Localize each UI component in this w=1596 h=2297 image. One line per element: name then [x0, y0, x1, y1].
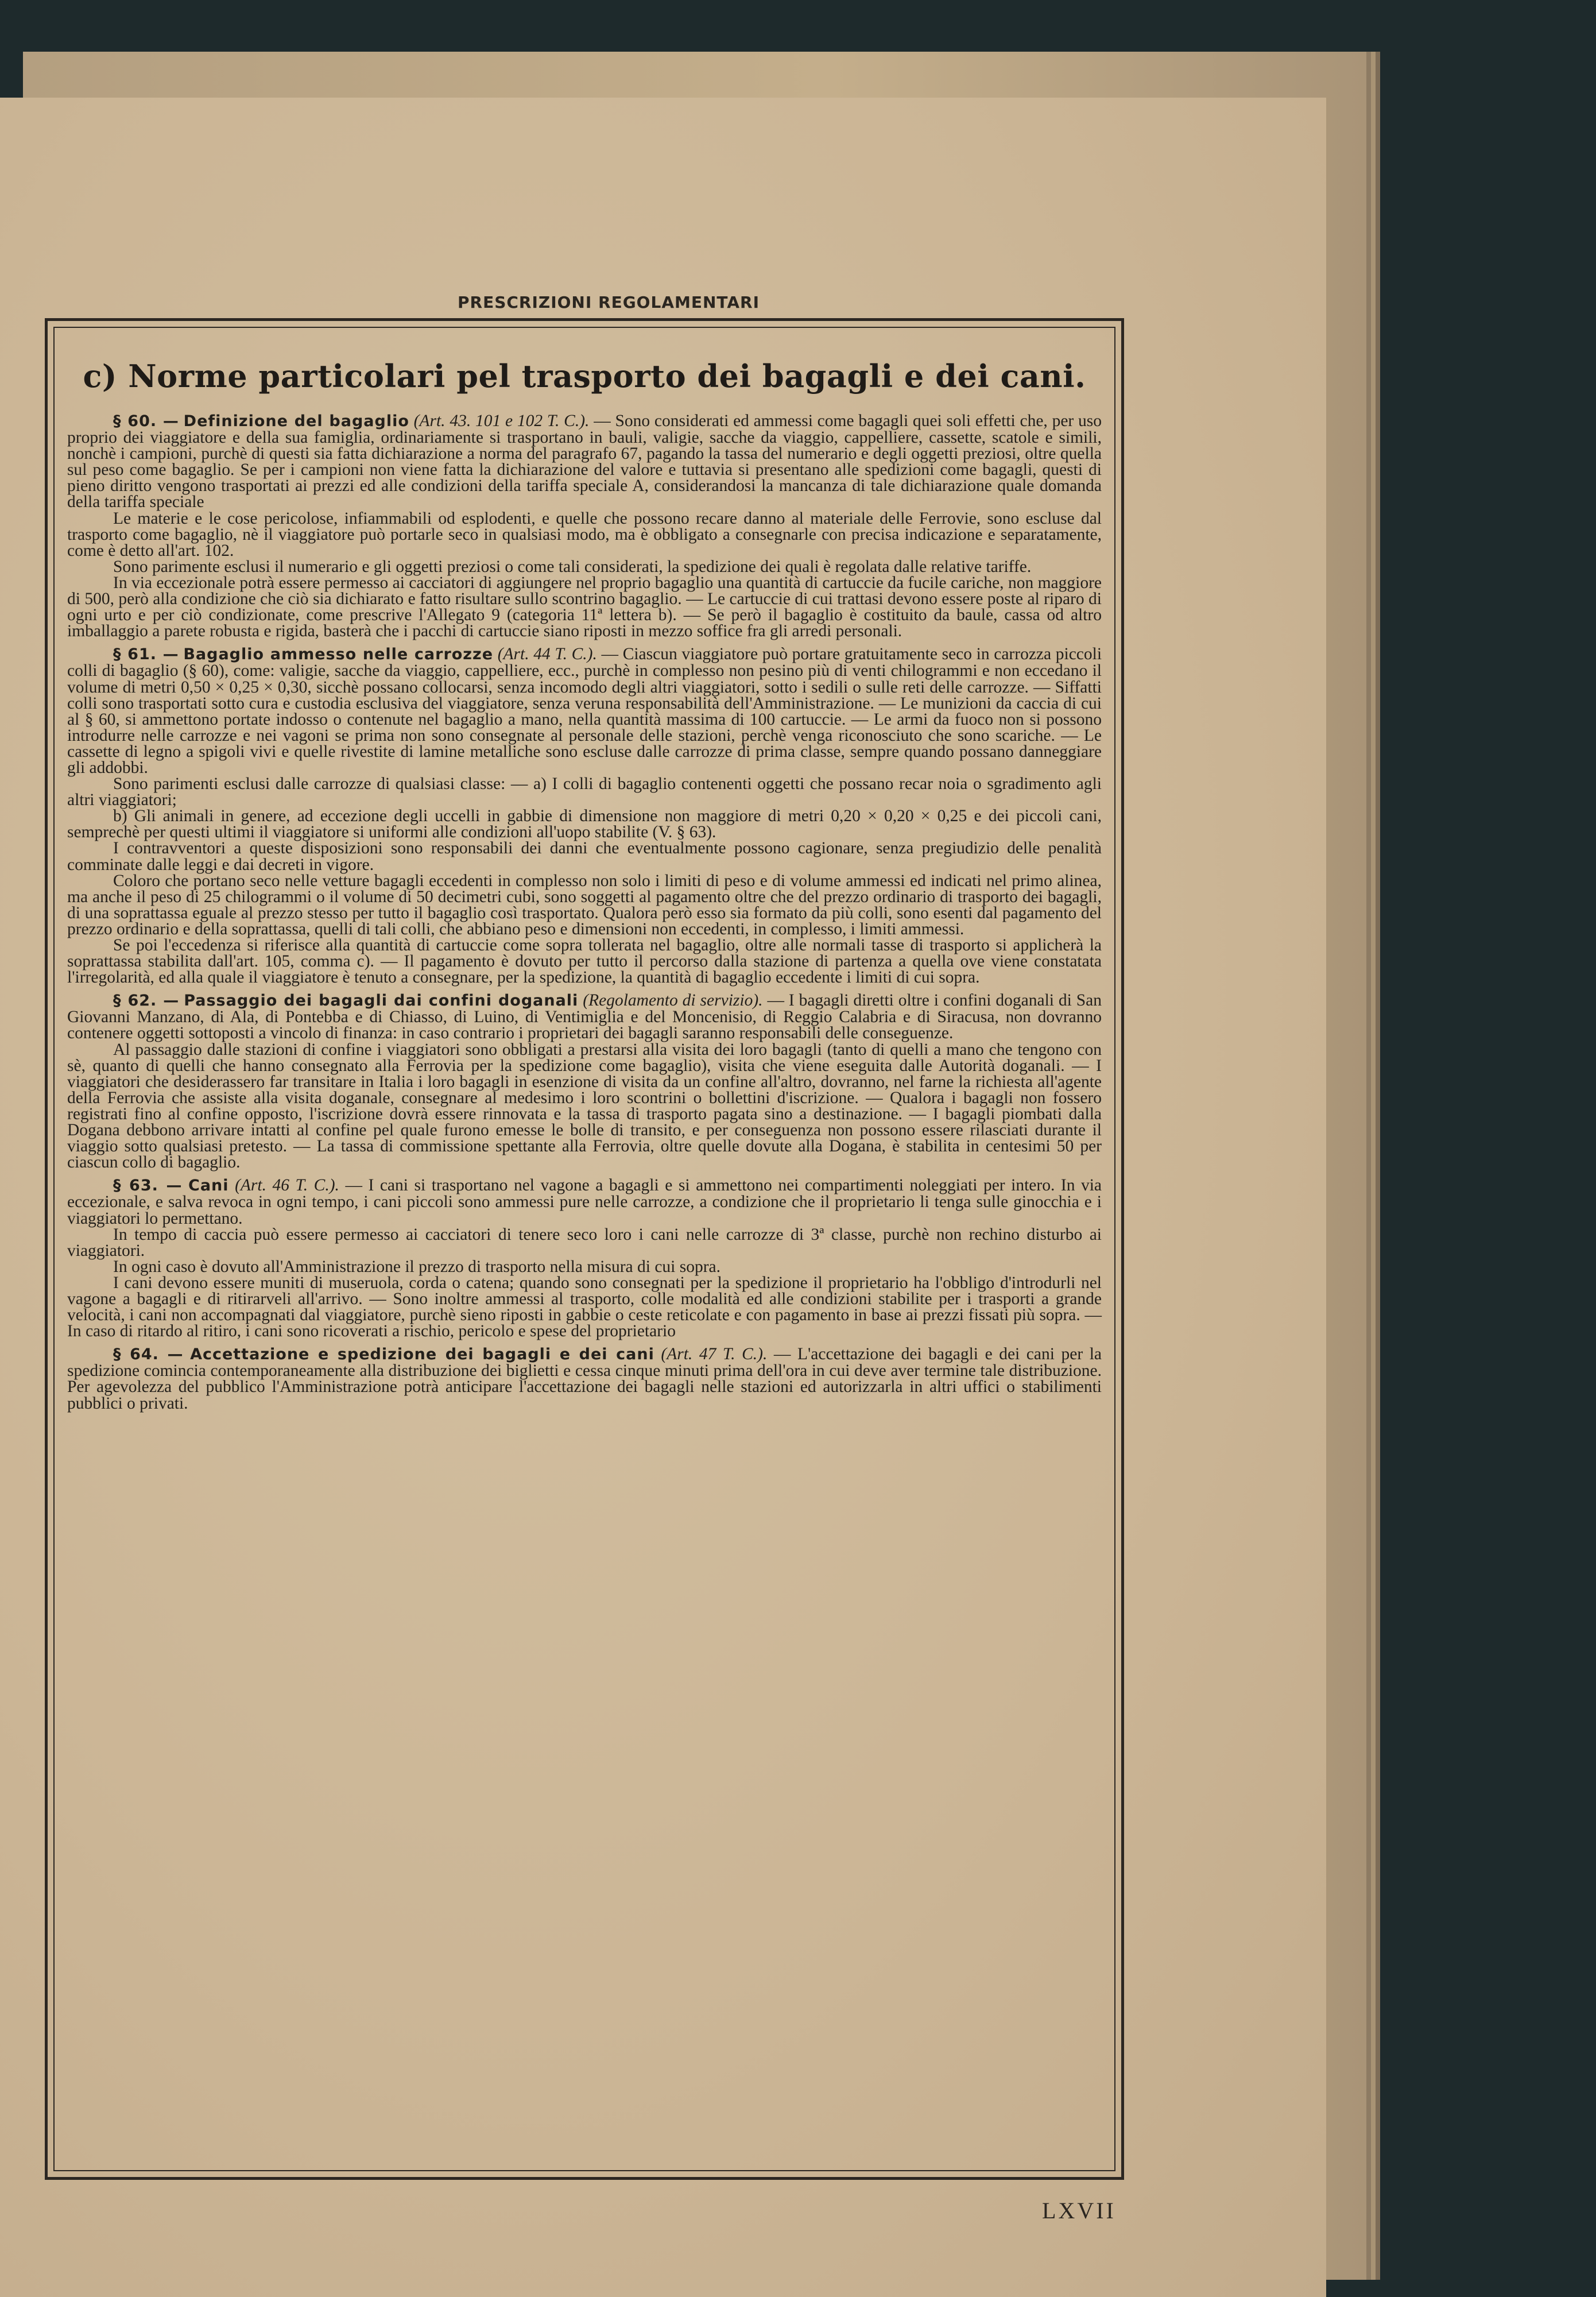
- text-frame: [45, 318, 1124, 2180]
- body-text: [67, 413, 1102, 1412]
- article-text: — Ciascun viaggiatore può portare gratuitamente seco in carrozza piccoli colli di bagaglio (§ 60), come: valigie, sacche da viaggio, cappelliere, ecc., purchè in complesso non pesino più di venti chilogrammi e non eccedano il volume di metri 0,50 × 0,25 × 0,30, sicchè possano collocarsi, senza incomodo degli altri viaggiatori, sotto i sedili o sulle reti delle carrozze. — Siffatti colli sono trasportati sotto cura e custodia esclusiva del viaggiatore, senza veruna responsabilità dell'Amministrazione. — Le munizioni da caccia di cui al § 60, si ammettono portate indosso o contenute nel bagaglio a mano, nella quantità massima di 100 cartuccie. — Le armi da fuoco non si possono introdurre nelle carrozze e nei vagoni se prima non sono consegnate al personale delle stazioni, perchè venga riconosciuto che sono scariche. — Le cassette di legno a spigoli vivi e quelle rivestite di lamine metalliche sono escluse dalle carrozze di prima classe, sempre quando possano danneggiare gli addobbi.: [67, 645, 1102, 777]
- body-paragraph: Le materie e le cose pericolose, infiammabili od esplodenti, e quelle che possono recare danno al materiale delle Ferrovie, sono escluse dal trasporto come bagaglio, nè il viaggiatore può portarle seco in qualsiasi modo, ma è obbligato a consegnarle con precisa indicazione e separatamente, come è detto all'art. 102.: [67, 509, 1102, 560]
- section-title: c) Norme particolari pel trasporto dei bagagli e dei cani.: [83, 358, 1086, 395]
- article-heading: Cani: [188, 1177, 229, 1195]
- article-paragraph: [67, 1177, 1102, 1226]
- article-reference: (Art. 47 T. C.).: [661, 1345, 768, 1364]
- article-number: § 62. —: [113, 992, 180, 1010]
- page-number: LXVII: [1042, 2198, 1116, 2223]
- article-heading: Accettazione e spedizione dei bagagli e dei cani: [190, 1345, 654, 1364]
- article-reference: (Art. 44 T. C.).: [497, 645, 597, 664]
- article-reference: (Art. 43. 101 e 102 T. C.).: [413, 412, 590, 430]
- article-text: — L'accettazione dei bagagli e dei cani per la spedizione comincia contemporaneamente alla distribuzione dei biglietti e cessa cinque minuti prima dell'ora in cui deve aver termine tale distribuzione. Per agevolezza del pubblico l'Amministrazione potrà anticipare l'accettazione dei bagagli nelle stazioni ed autorizzarla in altri uffici o stabilimenti pubblici o privati.: [67, 1345, 1102, 1413]
- page-leaf: [0, 98, 1326, 2297]
- text-frame-inner: [53, 327, 1115, 2171]
- article-reference: (Art. 46 T. C.).: [235, 1176, 339, 1195]
- article-number: § 61. —: [113, 645, 179, 664]
- article-text: — I bagagli diretti oltre i confini doganali di San Giovanni Manzano, di Ala, di Pontebba e di Chiasso, di Luino, di Ventimiglia e del Moncenisio, di Reggio Calabria e di Siracusa, non dovranno contenere oggetti sottoposti a vincolo di finanza: in caso contrario i proprietari dei bagagli saranno responsabili delle conseguenze.: [67, 991, 1102, 1043]
- body-paragraph: In via eccezionale potrà essere permesso ai cacciatori di aggiungere nel proprio bagaglio una quantità di cartuccie da fucile cariche, non maggiore di 500, però alla condizione che ciò sia dichiarato e fatto risultare sullo scontrino bagaglio. — Le cartuccie di cui trattasi devono essere poste al riparo di ogni urto e per ciò condizionate, come prescrive l'Allegato 9 (categoria 11ª lettera b). — Se però il bagaglio è costituito da baule, cassa od altro imballaggio a parete robusta e rigida, basterà che i pacchi di cartuccie siano riposti in mezzo soffice fra gli arredi personali.: [67, 573, 1102, 641]
- article-number: § 64. —: [113, 1345, 184, 1364]
- body-paragraph: Sono parimenti esclusi dalle carrozze di qualsiasi classe: — a) I colli di bagaglio contenenti oggetti che possano recar noia o sgradimento agli altri viaggiatori;: [67, 775, 1102, 810]
- article-heading: Bagaglio ammesso nelle carrozze: [183, 645, 494, 664]
- article-paragraph: [67, 646, 1102, 776]
- body-paragraph: I contravventori a queste disposizioni sono responsabili dei danni che eventualmente possono cagionare, senza pregiudizio delle penalità comminate dalle leggi e dai decreti in vigore.: [67, 839, 1102, 874]
- body-paragraph: Al passaggio dalle stazioni di confine i viaggiatori sono obbligati a prestarsi alla visita dei loro bagagli (tanto di quelli a mano che tengono con sè, quanto di quelli che hanno consegnato alla Ferrovia per la spedizione come bagaglio), visita che viene eseguita dalle Autorità doganali. — I viaggiatori che desiderassero far transitare in Italia i loro bagagli in esenzione di visita da un confine all'altro, dovranno, nel farne la richiesta all'agente della Ferrovia che assiste alla visita doganale, consegnare al medesimo i loro scontrini o bollettini d'iscrizione. — Qualora i bagagli non fossero registrati fino al confine opposto, l'iscrizione dovrà essere rinnovata e la tassa di trasporto pagata sino a destinazione. — I bagagli piombati dalla Dogana debbono arrivare intatti al confine pel quale furono emesse le bolle di transito, e per conseguenza non possono essere rilasciati durante il viaggio sotto qualsiasi pretesto. — La tassa di commissione spettante alla Ferrovia, oltre quelle dovute alla Dogana, è stabilita in centesimi 50 per ciascun collo di bagaglio.: [67, 1040, 1102, 1172]
- running-head: PRESCRIZIONI REGOLAMENTARI: [457, 293, 760, 312]
- body-paragraph: I cani devono essere muniti di museruola, corda o catena; quando sono consegnati per la spedizione il proprietario ha l'obbligo d'introdurli nel vagone a bagagli e di ritirarveli all'arrivo. — Sono inoltre ammessi al trasporto, colle modalità ed alle condizioni stabilite per i trasporti a grande velocità, i cani non accompagnati dal viaggiatore, purchè sieno riposti in gabbie o ceste reticolate e con pagamento in base ai prezzi fissati più sopra. — In caso di ritardo al ritiro, i cani sono ricoverati a rischio, pericolo e spese del proprietario: [67, 1273, 1102, 1341]
- article-number: § 63. —: [113, 1177, 183, 1195]
- body-paragraph: b) Gli animali in genere, ad eccezione degli uccelli in gabbie di dimensione non maggiore di metri 0,20 × 0,20 × 0,25 e dei piccoli cani, semprechè per questi ultimi il viaggiatore si uniformi alle condizioni all'uopo stabilite (V. § 63).: [67, 807, 1102, 842]
- article-heading: Definizione del bagaglio: [183, 412, 409, 430]
- article-number: § 60. —: [113, 412, 179, 430]
- body-paragraph: Coloro che portano seco nelle vetture bagagli eccedenti in complesso non solo i limiti di peso e di volume ammessi ed indicati nel primo alinea, ma anche il peso di 25 chilogrammi o il volume di 50 decimetri cubi, sono soggetti al pagamento oltre che del prezzo ordinario di trasporto dei bagagli, di una soprattassa eguale al prezzo stesso per tutto il bagaglio così trasportato. Qualora però esso sia formato da più colli, sono esenti dal pagamento del prezzo ordinario e della soprattassa, quelli di tali colli, che abbiano peso e dimensioni non eccedenti, in complesso, i limiti ammessi.: [67, 871, 1102, 938]
- article-heading: Passaggio dei bagagli dai confini doganali: [184, 992, 579, 1010]
- article-paragraph: [67, 413, 1102, 511]
- article-paragraph: [67, 992, 1102, 1041]
- article-text: — Sono considerati ed ammessi come bagagli quei soli effetti che, per uso proprio dei viaggiatore e della sua famiglia, ordinariamente si trasportano in bauli, valigie, sacche da viaggio, cappelliere, cassette, scatole e simili, nonchè i campioni, purchè di questi sia fatta dichiarazione a norma del paragrafo 67, pagando la tassa del numerario e degli oggetti preziosi, oltre quella sul peso come bagaglio. Se per i campioni non viene fatta la dichiarazione del valore e tuttavia si presentano alle spedizioni come bagagli, questi di pieno diritto vengono trasportati ai prezzi ed alle condizioni della tariffa speciale A, considerandosi la mancanza di tale dichiarazione quale domanda della tariffa speciale: [67, 412, 1102, 512]
- body-paragraph: Se poi l'eccedenza si riferisce alla quantità di cartuccie come sopra tollerata nel bagaglio, oltre alle normali tasse di trasporto si applicherà la soprattassa stabilita dall'art. 105, comma c). — Il pagamento è dovuto per tutto il percorso dalla stazione di partenza a quella ove viene constatata l'irregolarità, ed alla quale il viaggiatore è tenuto a consegnare, per la spedizione, la quantità di bagaglio eccedente i limiti di cui sopra.: [67, 936, 1102, 987]
- article-text: — I cani si trasportano nel vagone a bagagli e si ammettono nei compartimenti noleggiati per intero. In via eccezionale, e salva revoca in ogni tempo, i cani piccoli sono ammessi pure nelle carrozze, a condizione che il proprietario li tenga sulle ginocchia e i viaggiatori lo permettano.: [67, 1176, 1102, 1228]
- body-paragraph: Sono parimente esclusi il numerario e gli oggetti preziosi o come tali considerati, la spedizione dei quali è regolata dalle relative tariffe.: [113, 557, 1032, 576]
- article-reference: (Regolamento di servizio).: [583, 991, 763, 1010]
- article-paragraph: [67, 1346, 1102, 1411]
- body-paragraph: In tempo di caccia può essere permesso ai cacciatori di tenere seco loro i cani nelle carrozze di 3ª classe, purchè non rechino disturbo ai viaggiatori.: [67, 1225, 1102, 1260]
- body-paragraph: In ogni caso è dovuto all'Amministrazione il prezzo di trasporto nella misura di cui sopra.: [113, 1257, 721, 1276]
